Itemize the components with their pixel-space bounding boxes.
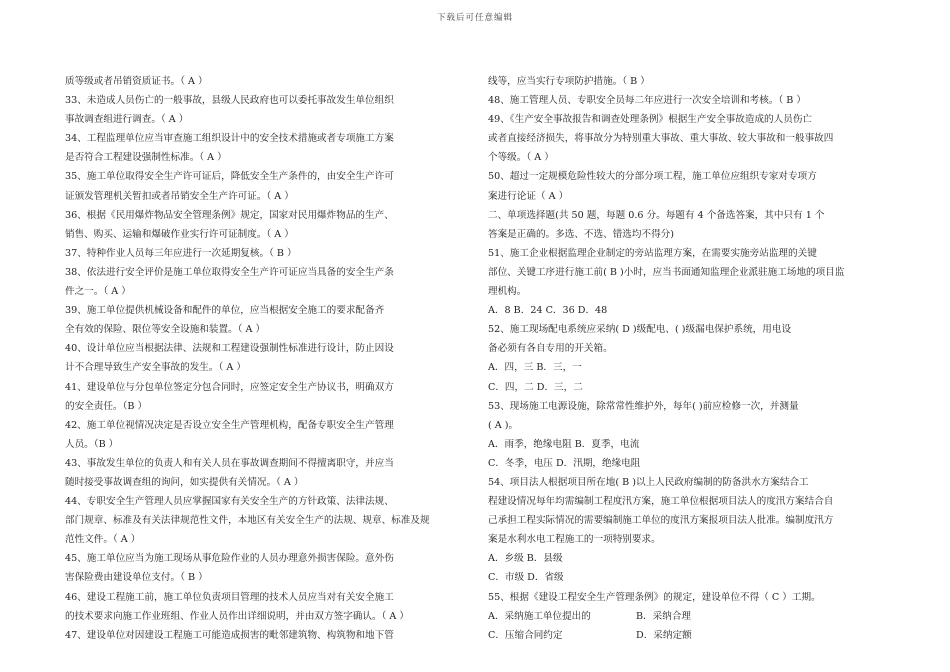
- option-text: B．采纳合理: [636, 610, 692, 622]
- option-text: C．压缩合同约定: [488, 629, 563, 641]
- text-line: A．四，三 B．三，一: [488, 362, 582, 374]
- right-column: [488, 72, 850, 645]
- text-line: 48、施工管理人员、专职安全员每二年应进行一次安全培训和考核。（ B ）: [488, 95, 806, 107]
- option-row: [488, 626, 850, 645]
- text-line: 47、建设单位对因建设工程施工可能造成损害的毗邻建筑物、构筑物和地下管: [65, 629, 394, 641]
- left-column: [65, 72, 455, 645]
- text-line: 50、超过一定规模危险性较大的分部分项工程，施工单位应组织专家对专项方: [488, 171, 817, 183]
- text-line: 43、事故发生单位的负责人和有关人员在事故调查期间不得擅离职守，并应当: [65, 457, 394, 469]
- text-line: 事故调查组进行调查。（ A ）: [65, 114, 189, 126]
- text-line: 计不合理导致生产安全事故的发生。（ A ）: [65, 362, 246, 374]
- page-header: 下载后可任意编辑: [436, 13, 513, 23]
- text-line: A．乡级 B．县级: [488, 553, 563, 565]
- text-line: C．市级 D．省级: [488, 572, 564, 584]
- text-line: C．冬季，电压 D．汛期，绝缘电阻: [488, 457, 641, 469]
- option-row: [488, 607, 850, 626]
- text-line: 程建设情况每年均需编制工程度汛方案，施工单位根据项目法人的度汛方案结合自: [488, 496, 834, 508]
- text-line: 害保险费由建设单位支付。（ B ）: [65, 572, 208, 584]
- text-line: 是否符合工程建设强制性标准。（ A ）: [65, 152, 227, 164]
- text-line: 44、专职安全生产管理人员应掌握国家有关安全生产的方针政策、法律法规、: [65, 496, 394, 508]
- text-line: ( A )。: [488, 419, 519, 431]
- text-line: 33、未造成人员伤亡的一般事故，县级人民政府也可以委托事故发生单位组织: [65, 95, 394, 107]
- text-line: 部位、关键工序进行施工前( B )小时，应当书面通知监理企业派驻施工场地的项目监: [488, 266, 845, 278]
- text-line: 37、特种作业人员每三年应进行一次延期复核。（ B ）: [65, 247, 297, 259]
- text-line: 件之一。（ A ）: [65, 286, 131, 298]
- text-line: 34、工程监理单位应当审查施工组织设计中的安全技术措施或者专项施工方案: [65, 133, 394, 145]
- text-line: 销售、购买、运输和爆破作业实行许可证制度。（ A ）: [65, 228, 294, 240]
- text-line: 二、单项选择题(共 50 题，每题 0.6 分。每题有 4 个备选答案，其中只有 1 个: [488, 209, 825, 221]
- text-line: 54、项目法人根据项目所在地( B )以上人民政府编制的防备洪水方案结合工: [488, 476, 809, 488]
- text-line: 案是水利水电工程施工的一项特别要求。: [488, 534, 661, 546]
- text-line: 52、施工现场配电系统应采纳( D )级配电、( )级漏电保护系统，用电设: [488, 324, 792, 336]
- text-line: 35、施工单位取得安全生产许可证后，降低安全生产条件的，由安全生产许可: [65, 171, 394, 183]
- text-line: 全有效的保险、限位等安全设施和装置。（ A ）: [65, 324, 266, 336]
- text-line: 备必须有各自专用的开关箱。: [488, 343, 613, 355]
- text-line: 46、建设工程施工前，施工单位负责项目管理的技术人员应当对有关安全施工: [65, 591, 394, 603]
- text-line: 理机构。: [488, 286, 527, 298]
- text-line: 49、《生产安全事故报告和调查处理条例》根据生产安全事故造成的人员伤亡: [488, 114, 813, 126]
- text-line: 己承担工程实际情况的需要编制施工单位的度汛方案报项目法人批准。编制度汛方: [488, 515, 834, 527]
- text-line: 随时接受事故调查组的询问，如实提供有关情况。（ A ）: [65, 476, 304, 488]
- text-line: 质等级或者吊销资质证书。（ A ）: [65, 76, 208, 87]
- text-line: 证颁发管理机关暂扣或者吊销安全生产许可证。（ A ）: [65, 190, 294, 202]
- text-line: 或者直接经济损失，将事故分为特别重大事故、重大事故、较大事故和一般事故四: [488, 133, 834, 145]
- text-line: 55、根据《建设工程安全生产管理条例》的规定，建设单位不得（ C ）工期。: [488, 591, 821, 603]
- text-line: 42、施工单位视情况决定是否设立安全生产管理机构，配备专职安全生产管理: [65, 419, 394, 431]
- option-text: A．采纳施工单位提出的: [488, 610, 591, 622]
- text-line: 39、施工单位提供机械设备和配件的单位，应当根据安全施工的要求配备齐: [65, 305, 385, 317]
- text-line: 41、建设单位与分包单位签定分包合同时，应签定安全生产协议书，明确双方: [65, 381, 394, 393]
- text-line: 部门规章、标准及有关法律规范性文件，本地区有关安全生产的法规、规章、标准及规: [65, 515, 430, 527]
- text-line: 38、依法进行安全评价是施工单位取得安全生产许可证应当具备的安全生产条: [65, 266, 394, 278]
- text-line: 36、根据《民用爆炸物品安全管理条例》规定，国家对民用爆炸物品的生产、: [65, 209, 394, 221]
- text-line: 45、施工单位应当为施工现场从事危险作业的人员办理意外损害保险。意外伤: [65, 553, 394, 565]
- text-line: 40、设计单位应当根据法律、法规和工程建设强制性标准进行设计，防止因设: [65, 343, 394, 355]
- option-text: D．采纳定额: [636, 629, 692, 641]
- text-line: 的安全责任。（B ）: [65, 400, 148, 412]
- text-line: A．8 B．24 C．36 D．48: [488, 305, 608, 317]
- text-line: 范性文件。（ A ）: [65, 534, 141, 546]
- text-line: 的技术要求向施工作业班组、作业人员作出详细说明，并由双方签字确认。（ A ）: [65, 610, 410, 622]
- text-line: 人员。（B ）: [65, 438, 119, 450]
- text-line: 案进行论证（ A ）: [488, 190, 569, 202]
- text-line: C．四，二 D．三，二: [488, 381, 583, 393]
- text-line: 51、施工企业根据监理企业制定的旁站监理方案，在需要实施旁站监理的关键: [488, 247, 817, 259]
- text-line: 个等级。（ A ）: [488, 152, 554, 164]
- text-line: 53、现场施工电源设施，除常常性维护外，每年( )前应检修一次，并测量: [488, 400, 799, 412]
- text-line: A．雨季，绝缘电阻 B．夏季，电流: [488, 438, 640, 450]
- text-line: 答案是正确的。多选、不选、错选均不得分): [488, 228, 675, 240]
- text-line: 线等，应当实行专项防护措施。（ B ）: [488, 76, 650, 87]
